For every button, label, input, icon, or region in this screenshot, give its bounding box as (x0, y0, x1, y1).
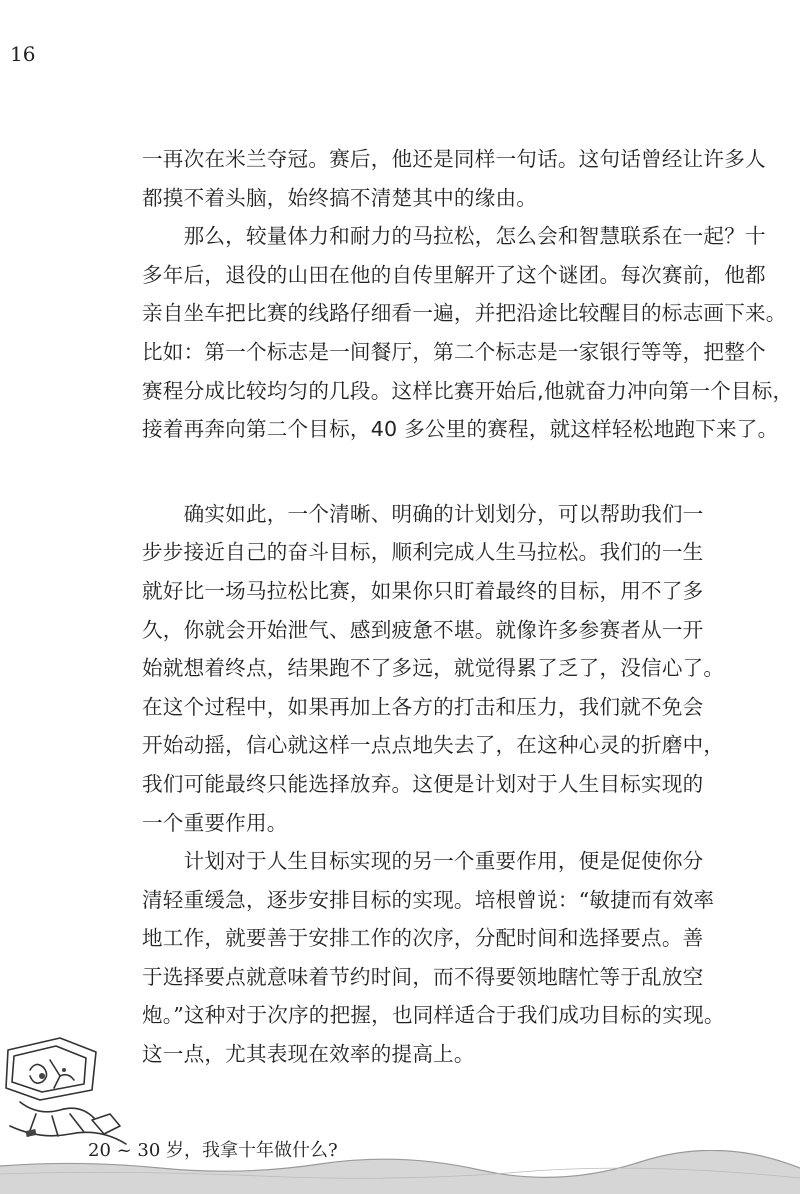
page-number: 16 (10, 42, 36, 66)
text-line: 计划对于人生目标实现的另一个重要作用，便是促使你分 (142, 849, 704, 874)
text-line: 清轻重缓急，逐步安排目标的实现。培根曾说：“敏捷而有效率 (142, 887, 715, 912)
text-line: 就好比一场马拉松比赛，如果你只盯着最终的目标，用不了多 (142, 578, 704, 603)
text-line: 步步接近自己的奋斗目标，顺利完成人生马拉松。我们的一生 (142, 540, 704, 565)
text-line: 在这个过程中，如果再加上各方的打击和压力，我们就不免会 (142, 694, 704, 719)
text-line: 都摸不着头脑，始终搞不清楚其中的缘由。 (142, 185, 538, 210)
paragraph (142, 495, 725, 842)
text-line: 确实如此，一个清晰、明确的计划划分，可以帮助我们一 (142, 501, 704, 526)
paragraph (142, 140, 766, 217)
text-line: 始就想着终点，结果跑不了多远，就觉得累了乏了，没信心了。 (142, 656, 725, 681)
text-line: 于选择要点就意味着节约时间，而不得要领地瞎忙等于乱放空 (142, 964, 704, 989)
paragraph (142, 842, 725, 1074)
text-line: 接着再奔向第二个目标，40 多公里的赛程，就这样轻松地跑下来了。 (142, 417, 779, 442)
text-line: 赛程分成比较均匀的几段。这样比赛开始后,他就奋力冲向第一个目标， (142, 378, 794, 403)
text-line: 久，你就会开始泄气、感到疲惫不堪。就像许多参赛者从一开 (142, 617, 704, 642)
text-line: 那么，较量体力和耐力的马拉松，怎么会和智慧联系在一起？十 (142, 224, 766, 249)
text-line: 亲自坐车把比赛的线路仔细看一遍，并把沿途比较醒目的标志画下来。 (142, 301, 787, 326)
text-line: 多年后，退役的山田在他的自传里解开了这个谜团。每次赛前，他都 (142, 262, 766, 287)
text-line: 地工作，就要善于安排工作的次序，分配时间和选择要点。善 (142, 926, 704, 951)
paragraph (142, 217, 794, 449)
running-footer: 20 ~ 30 岁，我拿十年做什么? (88, 1140, 338, 1161)
text-line: 比如：第一个标志是一间餐厅，第二个标志是一家银行等等，把整个 (142, 339, 766, 364)
text-line: 一再次在米兰夺冠。赛后，他还是同样一句话。这句话曾经让许多人 (142, 147, 766, 171)
body-text (142, 140, 794, 1074)
text-line: 一个重要作用。 (142, 810, 288, 835)
text-line: 炮。”这种对于次序的把握，也同样适合于我们成功目标的实现。 (142, 1003, 725, 1028)
text-line: 我们可能最终只能选择放弃。这便是计划对于人生目标实现的 (142, 771, 704, 796)
text-line: 这一点，尤其表现在效率的提高上。 (142, 1042, 475, 1067)
text-line: 开始动摇，信心就这样一点点地失去了，在这种心灵的折磨中， (142, 733, 725, 758)
